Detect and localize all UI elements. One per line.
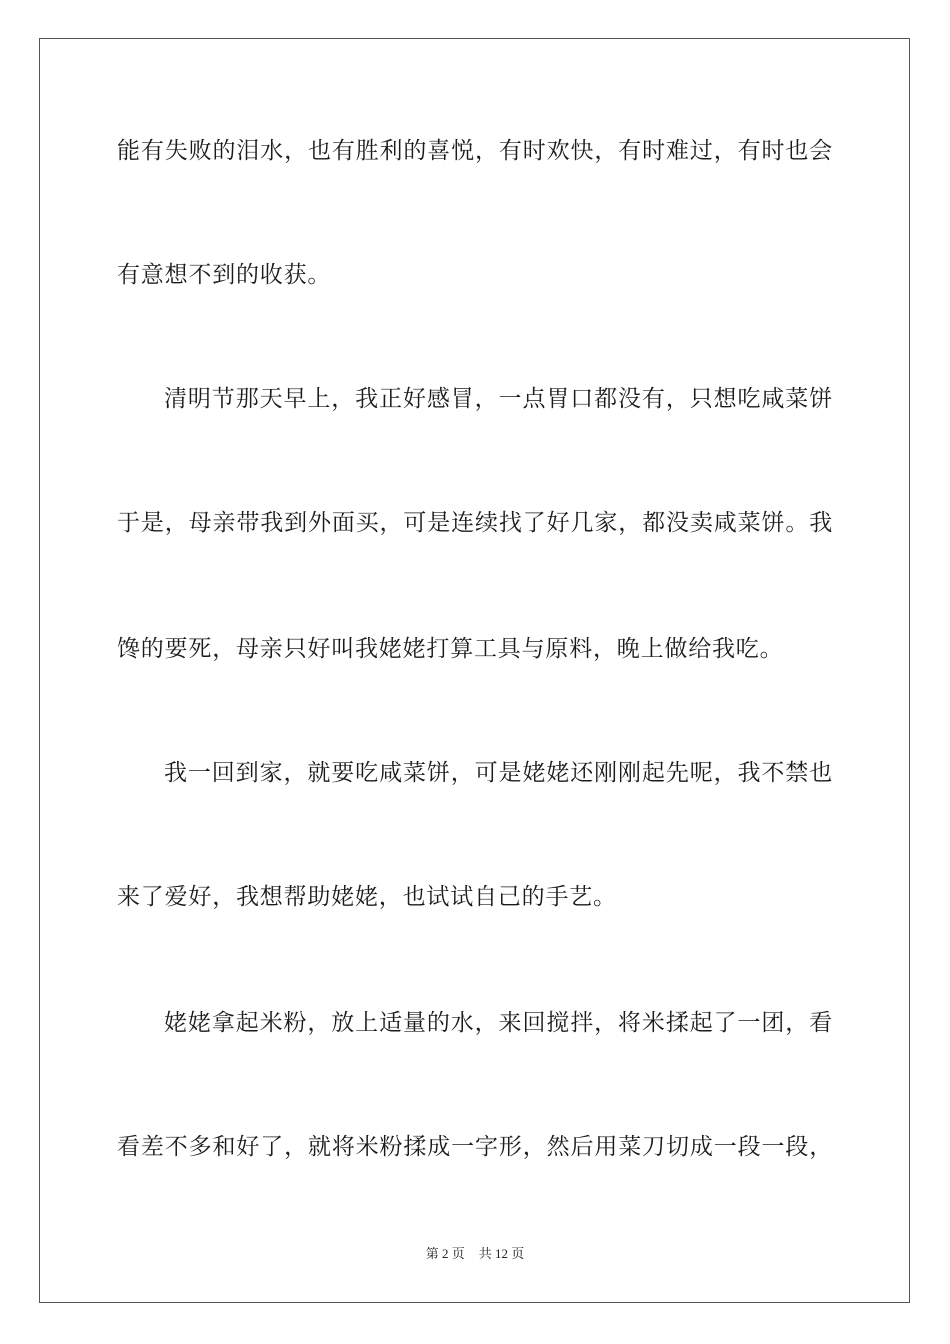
text-line-paragraph-start: 姥姥拿起米粉，放上适量的水，来回搅拌，将米揉起了一团，看 (164, 1010, 833, 1036)
page-number: 第 2 页 (425, 1246, 465, 1261)
text-line: 能有失败的泪水，也有胜利的喜悦，有时欢快，有时难过，有时也会 (117, 138, 833, 164)
text-line: 看差不多和好了，就将米粉揉成一字形，然后用菜刀切成一段一段， (117, 1134, 833, 1160)
text-line: 馋的要死，母亲只好叫我姥姥打算工具与原料，晚上做给我吃。 (117, 636, 784, 662)
page-frame (39, 38, 910, 1303)
text-line-paragraph-start: 我一回到家，就要吃咸菜饼，可是姥姥还刚刚起先呢，我不禁也 (164, 760, 833, 786)
text-line: 于是，母亲带我到外面买，可是连续找了好几家，都没卖咸菜饼。我 (117, 510, 833, 536)
text-line: 有意想不到的收获。 (117, 262, 332, 288)
text-line: 来了爱好，我想帮助姥姥，也试试自己的手艺。 (117, 884, 617, 910)
text-line-paragraph-start: 清明节那天早上，我正好感冒，一点胃口都没有，只想吃咸菜饼 (164, 386, 833, 412)
page-footer (0, 1245, 950, 1263)
page-total: 共 12 页 (478, 1246, 525, 1261)
